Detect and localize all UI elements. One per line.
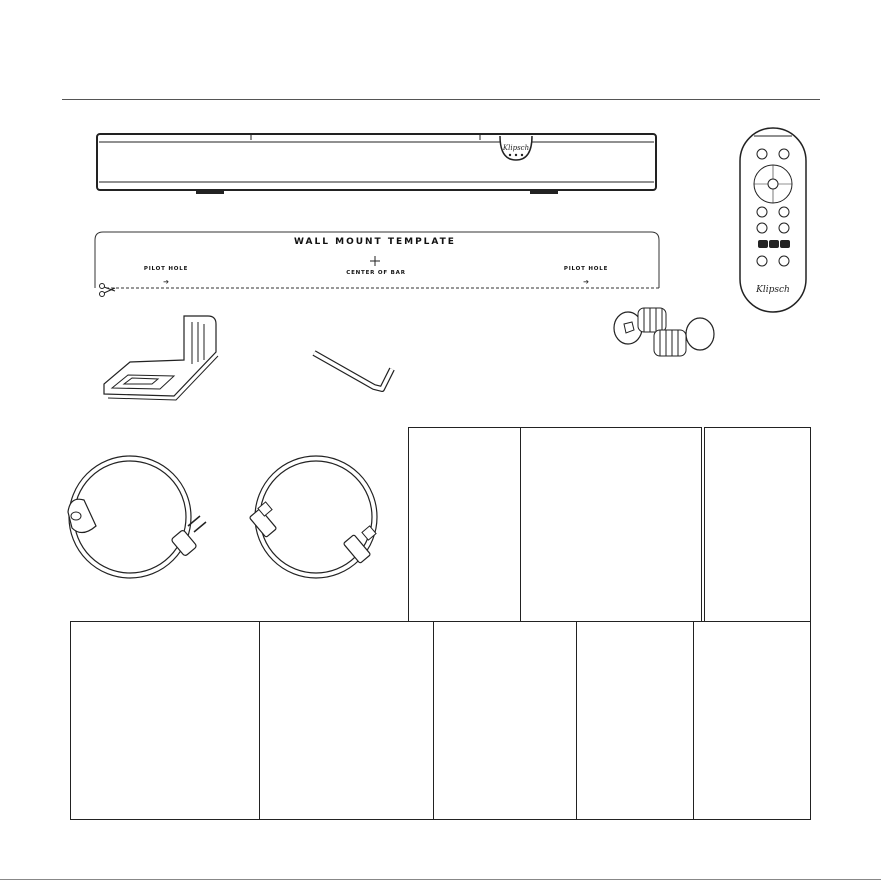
header-rule [62, 99, 820, 100]
center-of-bar-label: CENTER OF BAR [346, 270, 406, 276]
pilot-hole-right-label: PILOT HOLE [563, 266, 609, 272]
screws-icon [608, 300, 718, 362]
table-cell [70, 621, 260, 820]
svg-text:➔: ➔ [163, 279, 169, 286]
table-cell [520, 427, 702, 622]
svg-text:➔: ➔ [583, 279, 589, 286]
table-cell [408, 427, 521, 622]
hdmi-cable-icon [246, 452, 396, 582]
template-title: WALL MOUNT TEMPLATE [294, 237, 456, 247]
table-cell [576, 621, 694, 820]
pilot-hole-left-label: PILOT HOLE [143, 266, 189, 272]
allen-key-icon [312, 345, 396, 397]
svg-text:Klipsch: Klipsch [502, 144, 530, 152]
table-cell [704, 427, 811, 622]
footer-rule [0, 879, 881, 880]
table-cell [259, 621, 434, 820]
soundbar-icon [96, 132, 658, 198]
power-cord-icon [60, 452, 210, 582]
table-cell [693, 621, 811, 820]
remote-control-icon [738, 126, 810, 316]
wall-bracket-icon [100, 314, 220, 414]
svg-text:Klipsch: Klipsch [756, 285, 790, 295]
table-cell [433, 621, 577, 820]
scissors-icon [98, 282, 116, 298]
